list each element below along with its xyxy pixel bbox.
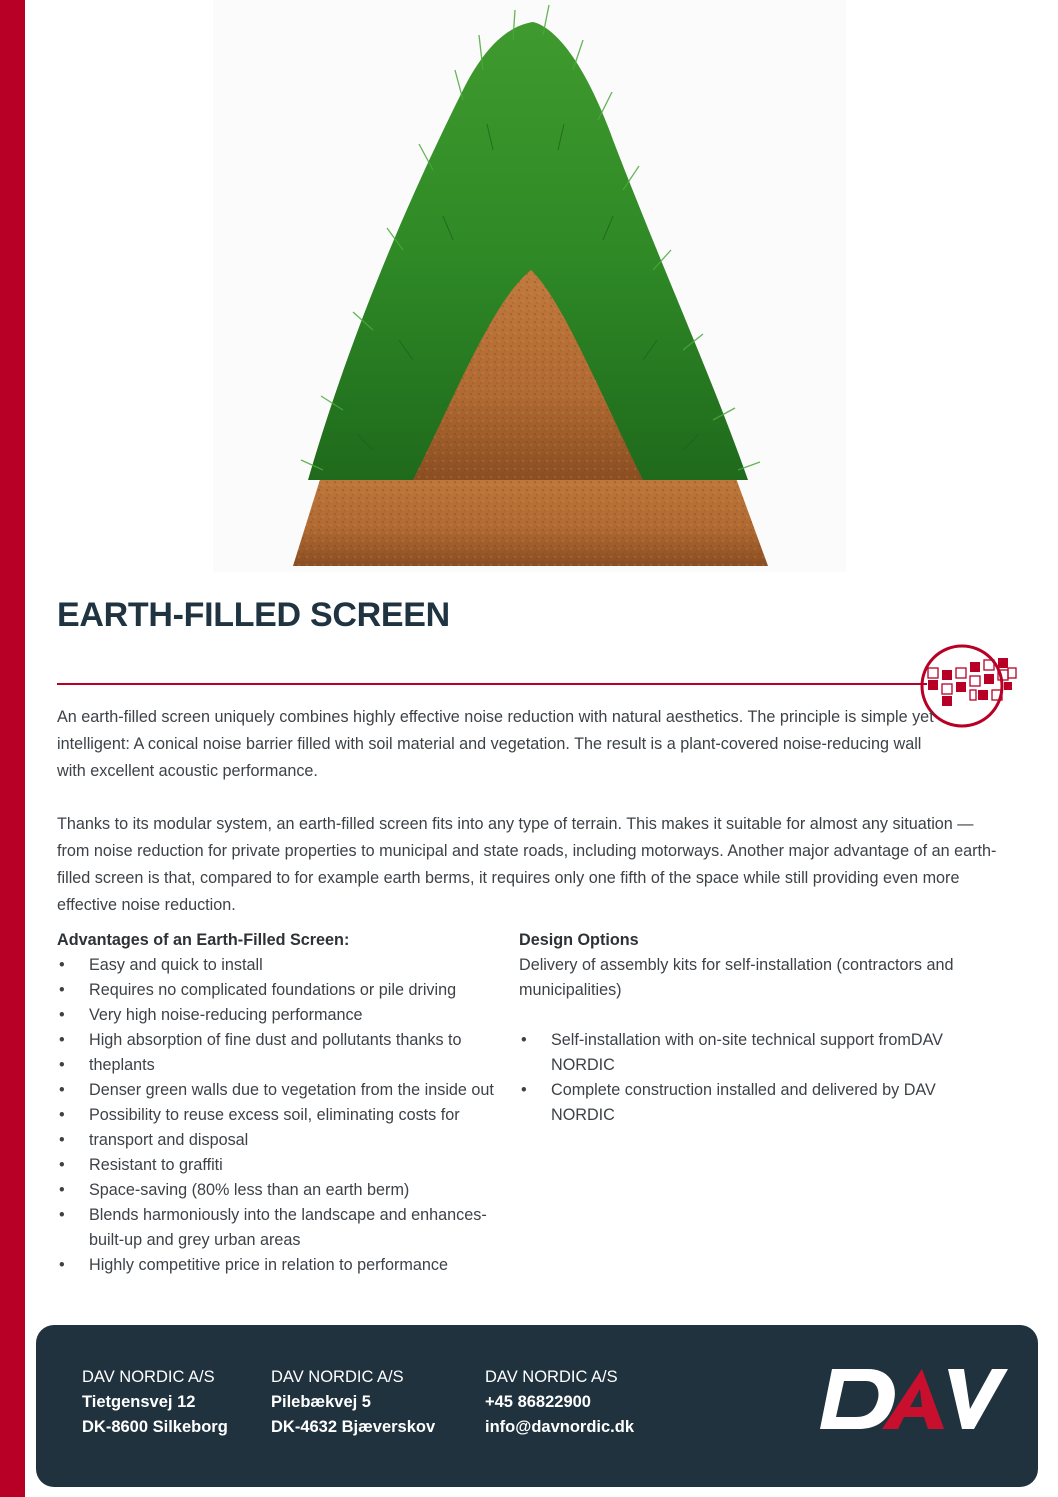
contact-info <box>485 1365 634 1440</box>
list-item: • Very high noise-reducing performance <box>57 1003 512 1028</box>
list-item: • Requires no complicated foundations or pile driving <box>57 978 512 1003</box>
brand-side-stripe <box>0 0 25 1497</box>
page-title: EARTH-FILLED SCREEN <box>57 596 450 634</box>
office-bjaeverskov <box>271 1365 435 1440</box>
list-item: • High absorption of fine dust and pollutants thanks to <box>57 1028 512 1053</box>
office-company: DAV NORDIC A/S <box>82 1368 215 1386</box>
office-company: DAV NORDIC A/S <box>485 1368 618 1386</box>
design-options-section <box>519 928 989 1128</box>
list-item: • transport and disposal <box>57 1128 512 1153</box>
advantages-heading: Advantages of an Earth-Filled Screen: <box>57 931 350 949</box>
design-options-heading: Design Options <box>519 931 639 949</box>
office-line-2: DK-8600 Silkeborg <box>82 1418 228 1436</box>
list-item: • Space-saving (80% less than an earth berm) <box>57 1178 512 1203</box>
office-line-1: Tietgensvej 12 <box>82 1393 196 1411</box>
list-item: • Possibility to reuse excess soil, eliminating costs for <box>57 1103 512 1128</box>
contact-footer <box>36 1325 1038 1487</box>
list-item: • Denser green walls due to vegetation from the inside out <box>57 1078 512 1103</box>
email-link[interactable]: info@davnordic.dk <box>485 1418 635 1436</box>
dav-logo <box>818 1365 1008 1435</box>
list-item: • Self-installation with on-site technical support fromDAV NORDIC <box>519 1028 989 1078</box>
phone-number[interactable]: +45 86822900 <box>485 1393 591 1411</box>
office-line-2: DK-4632 Bjæverskov <box>271 1418 436 1436</box>
list-item: • Complete construction installed and delivered by DAV NORDIC <box>519 1078 989 1128</box>
title-divider <box>57 683 927 685</box>
second-paragraph: Thanks to its modular system, an earth-filled screen fits into any type of terrain. This makes it suitable for almost any situation — from noise reduction for private properties to municipal and state roads, including motorways. Another major advantage of an earth-filled screen is that, compared to for example earth berms, it requires only one fifth of the space while still providing even more effective noise reduction. <box>57 815 997 914</box>
list-item: • Easy and quick to install <box>57 953 512 978</box>
earth-filled-screen-illustration <box>213 0 846 572</box>
list-item: • Highly competitive price in relation to performance <box>57 1253 512 1278</box>
advantages-section <box>57 928 512 1278</box>
office-silkeborg <box>82 1365 228 1440</box>
advantages-list <box>57 953 512 1278</box>
office-line-1: Pilebækvej 5 <box>271 1393 371 1411</box>
design-options-list <box>519 1028 989 1128</box>
list-item: • Resistant to graffiti <box>57 1153 512 1178</box>
office-company: DAV NORDIC A/S <box>271 1368 404 1386</box>
list-item: • theplants <box>57 1053 512 1078</box>
intro-paragraph: An earth-filled screen uniquely combines highly effective noise reduction with natural aesthetics. The principle is simple yet intelligent: A conical noise barrier filled with soil material and vegetation. The result is a plant-covered noise-reducing wall with excellent acoustic performance. <box>57 708 934 780</box>
list-item: • Blends harmoniously into the landscape and enhances- built-up and grey urban areas <box>57 1203 512 1253</box>
design-options-description: Delivery of assembly kits for self-installation (contractors and municipalities) <box>519 956 954 999</box>
